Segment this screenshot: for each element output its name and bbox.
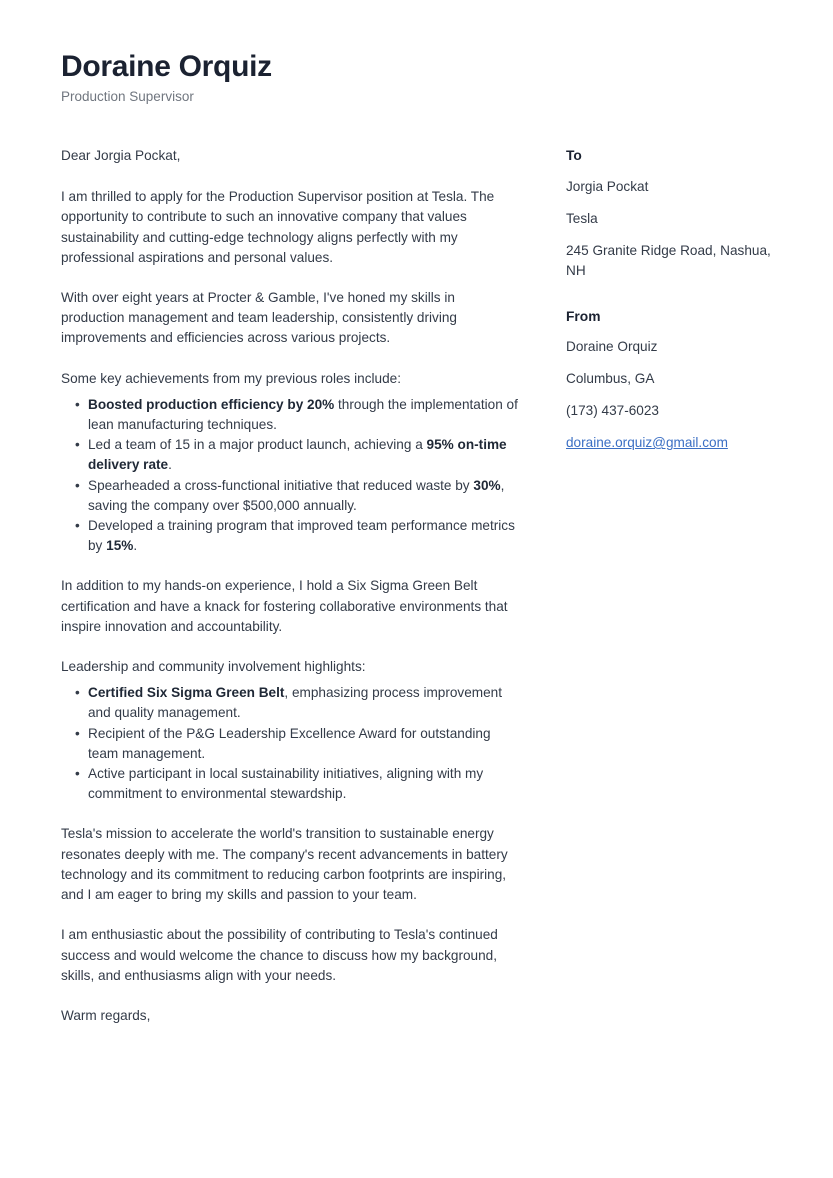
bullet-text: , emphasizing process improvement and quality management. [88, 685, 503, 721]
recipient-name: Jorgia Pockat [566, 178, 649, 194]
list-item [61, 516, 521, 556]
leadership-list [61, 683, 521, 804]
bullet-bold-mid: 30% [473, 477, 501, 493]
list-item [61, 683, 521, 723]
bullet-bold-lead: Boosted production efficiency by 20% [88, 396, 335, 412]
paragraph-mission: Tesla's mission to accelerate the world's transition to sustainable energy resonates deeply with me. The company's recent advancements in battery technology and its commitment to reducing carbon footprints are inspiring, and I am eager to bring my skills and passion to your team. [61, 826, 508, 903]
leadership-intro: Leadership and community involvement highlights: [61, 659, 366, 675]
sender-location: Columbus, GA [566, 371, 655, 387]
list-item [61, 724, 521, 764]
achievements-intro: Some key achievements from my previous roles include: [61, 370, 401, 386]
bullet-text-pre: Led a team of 15 in a major product launch, achieving a [88, 437, 427, 453]
bullet-bold-mid: 15% [106, 538, 134, 554]
job-title: Production Supervisor [61, 88, 194, 104]
bullet-text: through the implementation of lean manufacturing techniques. [88, 396, 518, 433]
list-item [61, 435, 521, 475]
recipient-address: 245 Granite Ridge Road, Nashua, NH [566, 242, 771, 278]
paragraph-closing-statement: I am enthusiastic about the possibility of contributing to Tesla's continued success and would welcome the chance to discuss how my background, skills, and enthusiasms align with your needs. [61, 927, 498, 983]
bullet-text-pre: Recipient of the P&G Leadership Excellence Award for outstanding team management. [88, 725, 491, 761]
sender-name: Doraine Orquiz [566, 339, 658, 355]
paragraph-certification: In addition to my hands-on experience, I hold a Six Sigma Green Belt certification and have a knack for fostering collaborative environments that inspire innovation and accountability. [61, 578, 508, 634]
paragraph-experience: With over eight years at Procter & Gamble, I've honed my skills in production management and team leadership, consistently driving improvements and efficiencies across various projects. [61, 290, 457, 346]
bullet-text: , saving the company over $500,000 annually. [88, 477, 505, 513]
bullet-text-pre: Developed a training program that improved team performance metrics by [88, 518, 515, 554]
bullet-text-pre: Spearheaded a cross-functional initiative that reduced waste by [88, 477, 474, 493]
recipient-heading: To [566, 148, 582, 163]
bullet-text: . [168, 457, 172, 473]
bullet-text: . [133, 538, 138, 554]
page-title: Doraine Orquiz [61, 50, 272, 83]
list-item [61, 395, 521, 435]
closing-signoff: Warm regards, [61, 1007, 151, 1023]
sender-email-link[interactable]: doraine.orquiz@gmail.com [566, 435, 728, 451]
sender-phone: (173) 437-6023 [566, 403, 659, 419]
sender-email-row [566, 433, 781, 453]
paragraph-intro: I am thrilled to apply for the Production Supervisor position at Tesla. The opportunity to contribute to such an innovative company that values sustainability and cutting-edge technology aligns perfectly with my professional aspirations and personal values. [61, 189, 495, 265]
sender-heading: From [566, 308, 601, 324]
list-item [61, 476, 521, 516]
letter-body-column [61, 146, 521, 1046]
recipient-company: Tesla [566, 210, 598, 226]
bullet-bold-mid: 95% on-time delivery rate [88, 437, 507, 473]
list-item [61, 764, 521, 804]
bullet-bold-lead: Certified Six Sigma Green Belt [88, 685, 285, 701]
bullet-text-pre: Active participant in local sustainability initiatives, aligning with my commitment to environmental stewardship. [88, 766, 484, 802]
achievements-list [61, 395, 521, 557]
letterhead [61, 50, 661, 105]
salutation: Dear Jorgia Pockat, [61, 148, 181, 163]
contact-sidebar [566, 148, 781, 453]
